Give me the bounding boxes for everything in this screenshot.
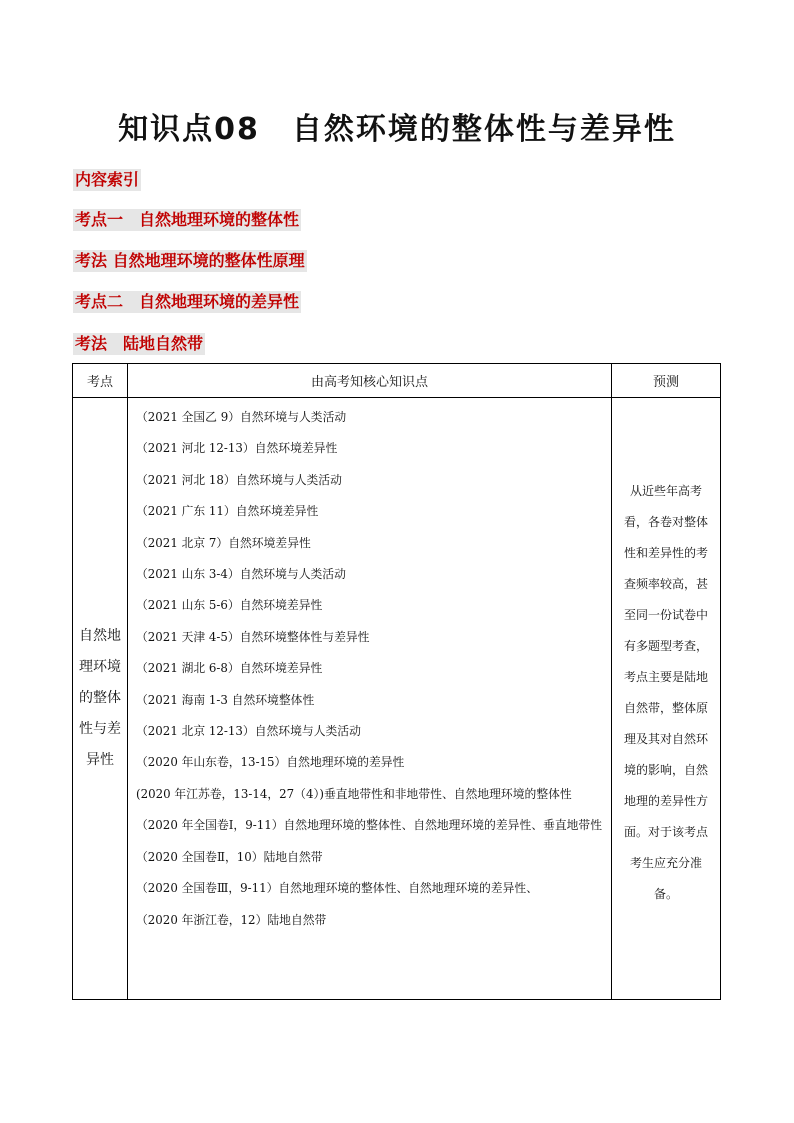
list-item: （2021 全国乙 9）自然环境与人类活动 <box>136 410 347 424</box>
list-item: （2021 河北 18）自然环境与人类活动 <box>136 472 342 487</box>
list-item: （2020 年浙江卷，12）陆地自然带 <box>136 912 327 927</box>
list-item: （2021 广东 11）自然环境差异性 <box>136 504 319 519</box>
kaodian-cell: 自然地理环境的整体性与差异性 <box>73 398 128 1000</box>
list-item: （2021 湖北 6-8）自然环境差异性 <box>136 661 323 676</box>
index-method-1: 考法 自然地理环境的整体性原理 <box>75 251 305 270</box>
list-item: (2020 年江苏卷，13-14，27（4）)垂直地带性和非地带性、自然地理环境的整体性 <box>136 786 572 801</box>
index-point-2: 考点二 自然地理环境的差异性 <box>75 292 300 311</box>
list-item: （2020 全国卷Ⅲ，9-11）自然地理环境的整体性、自然地理环境的差异性、 <box>136 881 538 896</box>
list-item: （2020 年山东卷，13-15）自然地理环境的差异性 <box>136 755 405 770</box>
knowledge-table <box>72 363 721 1000</box>
list-item: （2021 北京 12-13）自然环境与人类活动 <box>136 724 361 739</box>
page-title: 知识点08 自然环境的整体性与差异性 <box>118 112 676 147</box>
list-item: （2020 年全国卷Ⅰ，9-11）自然地理环境的整体性、自然地理环境的差异性、垂直地带性 <box>136 818 603 833</box>
list-item: （2021 河北 12-13）自然环境差异性 <box>136 441 338 456</box>
knowledge-list-cell <box>128 398 612 1000</box>
content-index-heading: 内容索引 <box>75 170 140 189</box>
table-row <box>73 398 721 1000</box>
index-method-2: 考法 陆地自然带 <box>75 334 204 353</box>
header-knowledge: 由高考知核心知识点 <box>128 364 612 398</box>
list-item: （2020 全国卷Ⅱ，10）陆地自然带 <box>136 849 323 864</box>
list-item: （2021 山东 5-6）自然环境差异性 <box>136 598 323 613</box>
header-kaodian: 考点 <box>73 364 128 398</box>
list-item: （2021 北京 7）自然环境差异性 <box>136 535 311 550</box>
table-header-row <box>73 364 721 398</box>
list-item: （2021 天津 4-5）自然环境整体性与差异性 <box>136 629 370 644</box>
prediction-cell: 从近些年高考看，各卷对整体性和差异性的考查频率较高，甚至同一份试卷中有多题型考查，考点主要是陆地自然带，整体原理及其对自然环境的影响，自然地理的差异性方面。对于该考点考生应充分准备。 <box>612 398 721 1000</box>
list-item: （2021 山东 3-4）自然环境与人类活动 <box>136 567 346 582</box>
list-item: （2021 海南 1-3 自然环境整体性 <box>136 692 315 707</box>
header-prediction: 预测 <box>612 364 721 398</box>
index-point-1: 考点一 自然地理环境的整体性 <box>75 210 300 229</box>
